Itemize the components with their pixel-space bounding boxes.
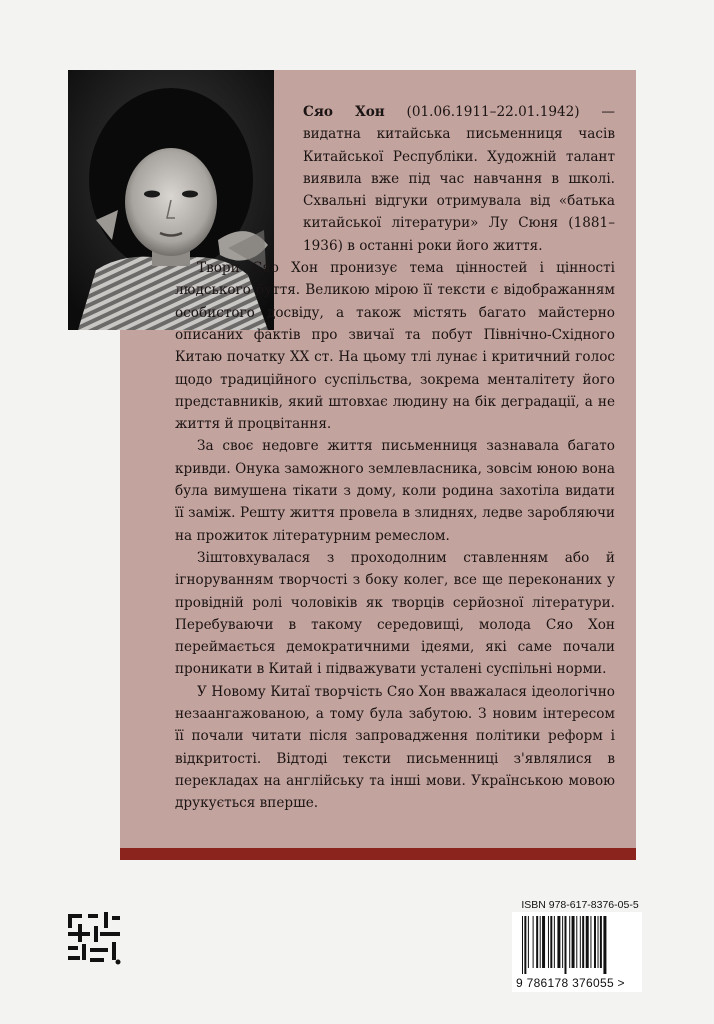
barcode-bar [580, 916, 581, 968]
barcode-bars [522, 916, 634, 974]
barcode-bar [564, 916, 566, 974]
bio-paragraph: Зіштовхувалася з проходолним ставленням або й ігноруванням творчості з боку колег, все ще переконаних у провідній ролі чоловіків як творців серйозної літератури. Перебуваючи в такому середовищі, молода Сяо Хон переймається демократичними ідеями, які саме почали проникати в Китай і підважувати усталені суспільні норми. [175, 549, 615, 678]
barcode-bar [540, 916, 541, 968]
bio-intro-paragraph [303, 101, 615, 257]
isbn-barcode [512, 912, 642, 992]
barcode-bar [594, 916, 596, 968]
bio-intro-text: (01.06.1911–22.01.1942) — видатна китайська письменниця часів Китайської Республіки. Художній талант виявила вже під час навчання в школі. Схвальні відгуки отримувала від «батька китайської літератури» Лу Сюня (1881–1936) в останні роки його життя. [303, 104, 615, 254]
barcode-bar [550, 916, 552, 968]
publisher-logo-icon [66, 910, 122, 966]
barcode-bar [572, 916, 575, 968]
bio-paragraph: Твори Сяо Хон пронизує тема цінностей і цінності людського буття. Великою мірою її тексти є відображанням особистого досвіду, а також містять багато майстерно описаних фактів про звичаї та побут Північно-Східного Китаю початку XX ст. На цьому тлі лунає і критичний голос щодо традиційного суспільства, зокрема менталітету його представників, який штовхає людину на бік деградації, а не життя й процвітання. [175, 260, 615, 433]
barcode-bar [603, 916, 606, 974]
barcode-bar [524, 916, 526, 974]
barcode-bar [598, 916, 599, 968]
barcode-bar [536, 916, 538, 968]
isbn-label: ISBN 978-617-8376-05-5 [521, 899, 639, 911]
accent-stripe [120, 848, 636, 860]
barcode-bar [569, 916, 570, 968]
barcode-bar [554, 916, 555, 968]
bio-paragraph: За своє недовге життя письменниця зазнавала багато кривди. Онука заможного землевласника, зовсім юною вона була вимушена тікати з дому, коли родина захотіла видати її заміж. Решту життя провела в злиднях, ледве заробляючи на прожиток літературним ремеслом. [175, 438, 615, 544]
barcode-bar [590, 916, 591, 968]
author-name: Сяо Хон [303, 104, 385, 120]
barcode-bar [562, 916, 563, 968]
barcode-bar [600, 916, 602, 968]
barcode-bar [586, 916, 589, 968]
barcode-bar [548, 916, 549, 968]
biography-text [175, 101, 615, 815]
barcode-bar [576, 916, 577, 968]
barcode-bar [542, 916, 545, 968]
barcode-bar [582, 916, 584, 968]
barcode-bar [528, 916, 529, 968]
barcode-bar [533, 916, 534, 968]
barcode-bar [557, 916, 560, 968]
bio-paragraph: У Новому Китаї творчість Сяо Хон вважалася ідеологічно незаангажованою, а тому була забутою. З новим інтересом її почали читати після запровадження політики реформ і відкритості. Відтоді тексти письменниці з'являлися в перекладах на англійську та інші мови. Українською мовою друкується вперше. [175, 683, 615, 812]
barcode-bar [522, 916, 523, 974]
barcode-digits: 9 786178 376055 > [516, 976, 625, 990]
